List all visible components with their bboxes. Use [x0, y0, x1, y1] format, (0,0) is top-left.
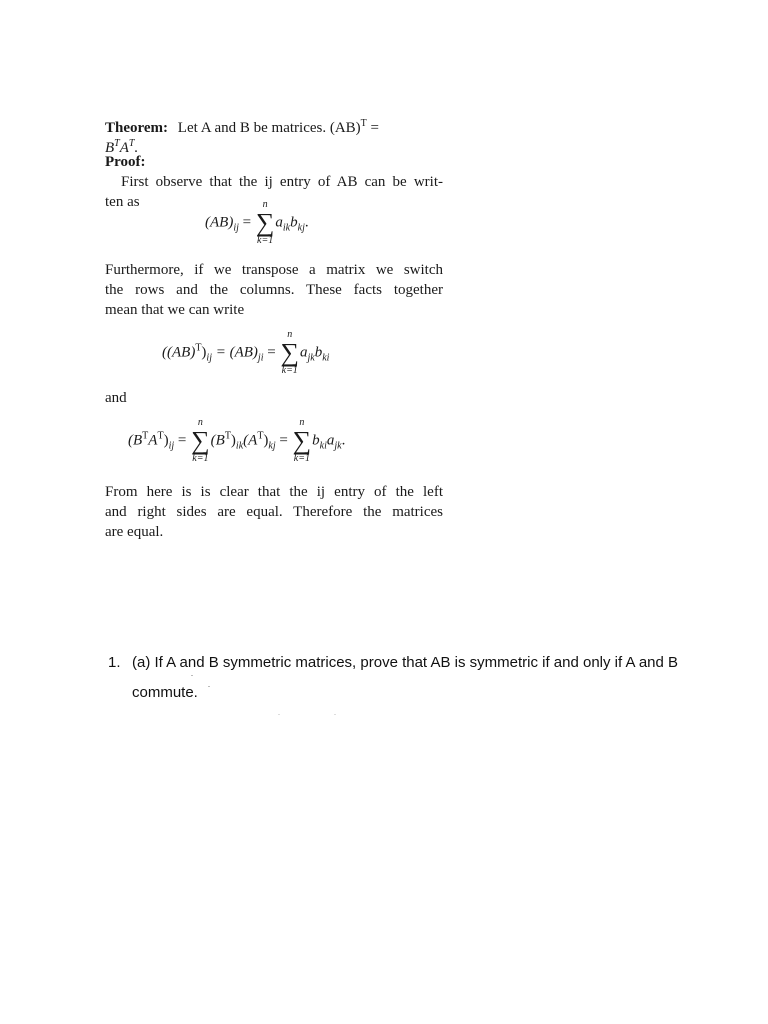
proof-p1-line-1: First observe that the ij entry of AB can be writ- [121, 174, 443, 190]
theorem-statement: Let A and B be matrices. (AB)$^T$ = [177, 118, 379, 136]
summation-symbol: n ∑ k=1 [191, 417, 210, 464]
summation-symbol: n ∑ k=1 [280, 329, 299, 376]
scan-speck [278, 714, 280, 715]
theorem-line-1 [105, 114, 443, 138]
document-page: Theorem: Let A and B be matrices. (AB)$^T$ = $B^TA^T$. Proof: First observe that the ij entry of AB can be writ- ten as $(AB)_{ij}$ = n ∑ k=1 $a_{ik}b_{kj}$. Furthermore, if we transpose a matrix we switch the rows and the columns. These facts together mean that we can write $((AB)^T)_{ij} = (AB)_{ji}$ = n ∑ k=1 $a_{jk}b_{ki}$ and $(B^TA^T)_{ij}$ = n ∑ k=1 $(B^T)_{ik}(A^T)_{kj}$ = n ∑ k=1 $b_{ki}a_{jk}$. From here is is clear that the ij entry of the left and right sides are equal. Therefore the matrices are equal. 1. (a) If A and B symmetric matrices, prove that AB is symmetric if and only if A and B commute. [0, 0, 768, 1024]
scan-speck [208, 686, 210, 687]
summation-symbol: n ∑ k=1 [292, 417, 312, 464]
proof-p2-line-1: Furthermore, if we transpose a matrix we switch [105, 262, 443, 278]
proof-p2-line-2: the rows and the columns. These facts together [105, 282, 443, 298]
summation-symbol: n ∑ k=1 [255, 199, 275, 246]
scan-speck [191, 675, 193, 676]
question-number: 1. [108, 654, 121, 671]
equation-1: $(AB)_{ij}$ = n ∑ k=1 $a_{ik}b_{kj}$. [205, 199, 309, 246]
proof-p3-line-1: From here is is clear that the ij entry of the left [105, 484, 443, 500]
theorem-label: Theorem: [105, 120, 169, 136]
proof-p2-line-3: mean that we can write [105, 302, 245, 318]
scan-speck [334, 714, 336, 715]
proof-p3-line-2: and right sides are equal. Therefore the matrices [105, 504, 443, 520]
equation-2: $((AB)^T)_{ij} = (AB)_{ji}$ = n ∑ k=1 $a_{jk}b_{ki}$ [162, 329, 330, 376]
theorem-line-2: $B^TA^T$. [105, 138, 139, 156]
proof-p3-line-3: are equal. [105, 524, 164, 540]
proof-label: Proof: [105, 154, 146, 170]
equation-3: $(B^TA^T)_{ij}$ = n ∑ k=1 $(B^T)_{ik}(A^T)_{kj}$ = n ∑ k=1 $b_{ki}a_{jk}$. [128, 417, 346, 464]
proof-p1-line-2: ten as [105, 194, 140, 210]
question-line-2: commute. [132, 684, 198, 701]
question-line-1: (a) If A and B symmetric matrices, prove that AB is symmetric if and only if A and B [132, 654, 679, 671]
